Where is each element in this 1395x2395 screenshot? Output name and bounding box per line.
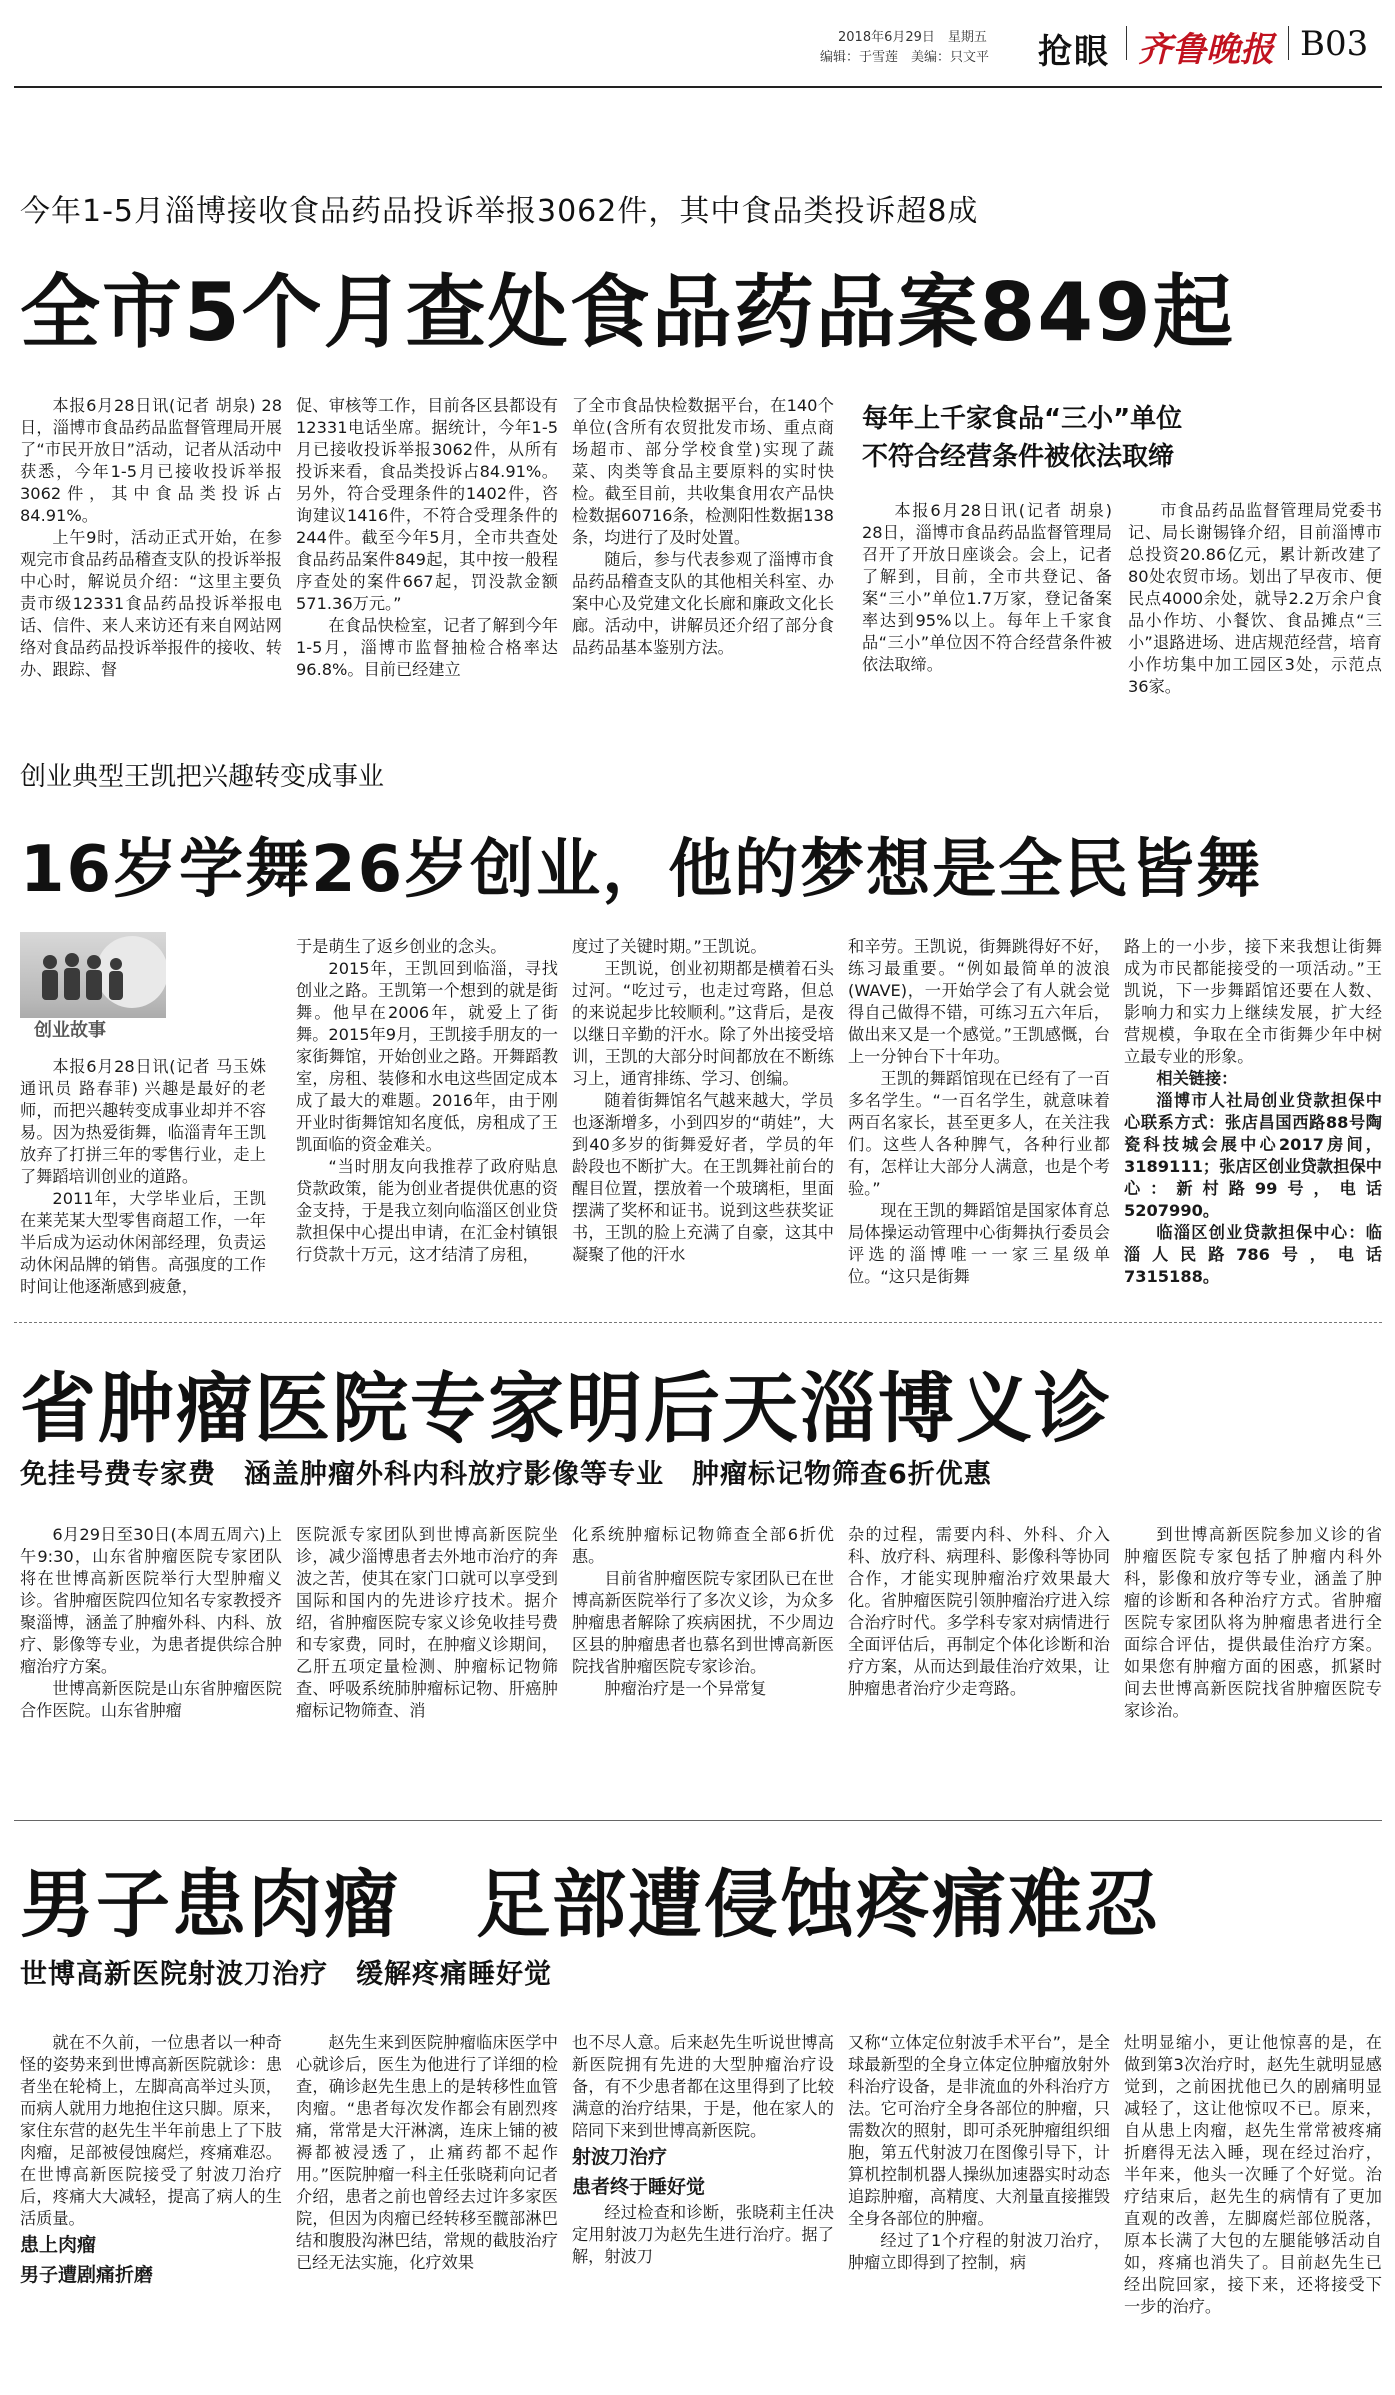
editor-credit: 编辑：于雪莲 美编：只文平	[820, 50, 990, 65]
sidebox-column-2	[1128, 500, 1382, 740]
paragraph: 就在不久前，一位患者以一种奇怪的姿势来到世博高新医院就诊：患者坐在轮椅上，左脚高高举过头顶，而病人就用力地抱住这只脚。原来，家住东营的赵先生半年前患上了下肢肉瘤，足部被侵蚀腐烂，疼痛难忍。在世博高新医院接受了射波刀治疗后，疼痛大大减轻，提高了病人的生活质量。	[20, 2033, 282, 2228]
business-people-icon	[20, 932, 166, 1020]
story1-headline: 全市5个月查处食品药品案849起	[20, 266, 1235, 359]
paragraph: 经过了1个疗程的射波刀治疗，肿瘤立即得到了控制，病	[848, 2231, 1110, 2272]
paragraph: 也不尽人意。后来赵先生听说世博高新医院拥有先进的大型肿瘤治疗设备，有不少患者都在这里得到了比较满意的治疗结果，于是，他在家人的陪同下来到世博高新医院。	[572, 2033, 834, 2140]
paragraph: 本报6月28日讯(记者 胡泉) 28日，淄博市食品药品监督管理局召开了开放日座谈会。会上，记者了解到，目前，全市共登记、备案“三小”单位1.7万家，登记备案率达到95%以上。每年上千家食品“三小”单位因不符合经营条件被依法取缔。	[862, 501, 1112, 674]
sidebox-column-1	[862, 500, 1112, 740]
paragraph: 路上的一小步，接下来我想让街舞成为市民都能接受的一项活动。”王凯说，下一步舞蹈馆还要在人数、影响力和实力上继续发展，扩大经营规模，争取在全市街舞少年中树立最专业的形象。	[1124, 937, 1382, 1066]
paragraph: 赵先生来到医院肿瘤临床医学中心就诊后，医生为他进行了详细的检查，确诊赵先生患上的是转移性血管肉瘤。“患者每次发作都会有剧烈疼痛，常常是大汗淋漓，连床上铺的被褥都被浸透了，止痛药都不起作用。”医院肿瘤一科主任张晓莉向记者介绍，患者之前也曾经去过许多家医院，但因为肉瘤已经转移至髋部淋巴结和腹股沟淋巴结，常规的截肢治疗已经无法实施，化疗效果	[296, 2033, 558, 2272]
paragraph: 6月29日至30日(本周五周六)上午9:30，山东省肿瘤医院专家团队将在世博高新医院举行大型肿瘤义诊。省肿瘤医院四位知名专家教授齐聚淄博，涵盖了肿瘤外科、内科、放疗、影像等专业，为患者提供综合肿瘤治疗方案。	[20, 1525, 282, 1676]
paragraph: 化系统肿瘤标记物筛查全部6折优惠。	[572, 1525, 834, 1566]
paragraph: 医院派专家团队到世博高新医院坐诊，减少淄博患者去外地市治疗的奔波之苦，使其在家门口就可以享受到国际和国内的先进诊疗技术。据介绍，省肿瘤医院专家义诊免收挂号费和专家费，同时，在肿瘤义诊期间，乙肝五项定量检测、肿瘤标记物筛查、呼吸系统肺肿瘤标记物、肝癌肿瘤标记物筛查、消	[296, 1525, 558, 1720]
feature-photo	[20, 932, 166, 1044]
section-divider	[14, 1820, 1382, 1821]
paragraph: 杂的过程，需要内科、外科、介入科、放疗科、病理科、影像科等协同合作，才能实现肿瘤治疗效果最大化。省肿瘤医院引领肿瘤治疗进入综合治疗时代。多学科专家对病情进行全面评估后，再制定个体化诊断和治疗方案，从而达到最佳治疗效果，让肿瘤患者治疗少走弯路。	[848, 1525, 1110, 1698]
paragraph: 目前省肿瘤医院专家团队已在世博高新医院举行了多次义诊，为众多肿瘤患者解除了疾病困扰，不少周边区县的肿瘤患者也慕名到世博高新医院找省肿瘤医院专家诊治。	[572, 1569, 834, 1676]
issue-date: 2018年6月29日 星期五	[838, 30, 987, 45]
crosshead: 射波刀治疗	[572, 2146, 668, 2168]
related-link-1: 淄博市人社局创业贷款担保中心联系方式：张店昌国西路88号陶瓷科技城会展中心2017房间，3189111；张店区创业贷款担保中心：新村路99号，电话5207990。	[1124, 1091, 1382, 1220]
story1-column-2	[296, 395, 558, 750]
story4-column-4	[848, 2032, 1110, 2382]
masthead-rule	[14, 86, 1382, 88]
paragraph: 随着街舞馆名气越来越大，学员也逐渐增多，小到四岁的“萌娃”，大到40多岁的街舞爱好者，学员的年龄段也不断扩大。在王凯舞社前台的醒目位置，摆放着一个玻璃柜，里面摆满了奖杯和证书。说到这些获奖证书，王凯的脸上充满了自豪，这其中凝聚了他的汗水	[572, 1091, 834, 1264]
paragraph: 肿瘤治疗是一个异常复	[604, 1679, 767, 1698]
story4-column-5	[1124, 2032, 1382, 2382]
sidebox-title-2: 不符合经营条件被依法取缔	[862, 442, 1175, 472]
masthead-divider	[1126, 26, 1127, 60]
story3-headline: 省肿瘤医院专家明后天淄博义诊	[20, 1364, 1112, 1453]
paragraph: 到世博高新医院参加义诊的省肿瘤医院专家包括了肿瘤内科外科，影像和放疗等专业，涵盖了肿瘤的诊断和各种治疗方式。省肿瘤医院专家团队将为肿瘤患者进行全面综合评估，提供最佳治疗方案。如果您有肿瘤方面的困惑，抓紧时间去世博高新医院找省肿瘤医院专家诊治。	[1124, 1525, 1382, 1720]
story2-column-4	[848, 936, 1110, 1311]
paragraph: 现在王凯的舞蹈馆是国家体育总局体操运动管理中心街舞执行委员会评选的淄博唯一一家三星级单位。“这只是街舞	[848, 1201, 1110, 1286]
paragraph: 随后，参与代表参观了淄博市食品药品稽查支队的其他相关科室、办案中心及党建文化长廊和廉政文化长廊。活动中，讲解员还介绍了部分食品药品基本鉴别方法。	[572, 550, 834, 657]
paragraph: 于是萌生了返乡创业的念头。	[296, 937, 507, 956]
story2-column-3	[572, 936, 834, 1311]
story3-column-2	[296, 1524, 558, 1809]
story2-column-5	[1124, 936, 1382, 1311]
paragraph: 促、审核等工作，目前各区县都设有12331电话坐席。据统计，今年1-5月已接收投诉举报3062件，从所有投诉来看，食品类投诉占84.91%。另外，符合受理条件的1402件，咨询建议1416件，不符合受理条件的244件。截至今年5月，全市共查处食品药品案件849起，其中按一般程序查处的案件667起，罚没款金额571.36万元。”	[296, 396, 558, 613]
paragraph: 市食品药品监督管理局党委书记、局长谢锡锋介绍，目前淄博市总投资20.86亿元，累计新改建了80处农贸市场。划出了早夜市、便民点4000余处，就导2.2万余户食品小作坊、小餐饮、食品摊点“三小”退路进场、进店规范经营，培育小作坊集中加工园区3处，示范点36家。	[1128, 501, 1382, 696]
story2-kicker: 创业典型王凯把兴趣转变成事业	[20, 762, 385, 792]
related-link-title: 相关链接：	[1156, 1069, 1238, 1088]
section-divider	[14, 1322, 1382, 1323]
paragraph: 2015年，王凯回到临淄，寻找创业之路。王凯第一个想到的就是街舞。他早在2006年，就爱上了街舞。2015年9月，王凯接手朋友的一家街舞馆，开始创业之路。开舞蹈教室，房租、装修和水电这些固定成本成了最大的难题。2016年，由于刚开业时街舞馆知名度低，房租成了王凯面临的资金难关。	[296, 959, 558, 1154]
paragraph: 和辛劳。王凯说，街舞跳得好不好，练习最重要。“例如最简单的波浪(WAVE)，一开始学会了有人就会觉得自己做得不错，可练习五六年后，做出来又是一个感觉。”王凯感慨，台上一分钟台下十年功。	[848, 937, 1110, 1066]
story1-kicker: 今年1-5月淄博接收食品药品投诉举报3062件，其中食品类投诉超8成	[20, 194, 979, 229]
story4-column-3	[572, 2032, 834, 2382]
page-number: B03	[1300, 24, 1369, 64]
story3-column-3	[572, 1524, 834, 1809]
section-name: 抢眼	[1038, 32, 1110, 72]
paragraph: 世博高新医院是山东省肿瘤医院合作医院。山东省肿瘤	[20, 1679, 282, 1720]
related-link-2: 临淄区创业贷款担保中心：临淄人民路786号，电话7315188。	[1124, 1223, 1382, 1286]
photo-caption: 创业故事	[20, 1018, 166, 1044]
story3-subheadline: 免挂号费专家费 涵盖肿瘤外科内科放疗影像等专业 肿瘤标记物筛查6折优惠	[20, 1459, 992, 1490]
paragraph: 王凯说，创业初期都是横着石头过河。“吃过亏，也走过弯路，但总的来说起步比较顺利。”这背后，是夜以继日辛勤的汗水。除了外出接受培训，王凯的大部分时间都放在不断练习上，通宵排练、学习、创编。	[572, 959, 834, 1088]
story4-column-1	[20, 2032, 282, 2382]
story2-headline: 16岁学舞26岁创业，他的梦想是全民皆舞	[20, 833, 1263, 907]
newspaper-logo: 齐鲁晚报	[1138, 30, 1274, 70]
story2-column-1a	[20, 1056, 266, 1311]
paragraph: 度过了关键时期。”王凯说。	[572, 937, 767, 956]
paragraph: 了全市食品快检数据平台，在140个单位(含所有农贸批发市场、重点商场超市、部分学校食堂)实现了蔬菜、肉类等食品主要原料的实时快检。截至目前，共收集食用农产品快检数据60716条，检测阳性数据138条，均进行了及时处置。	[572, 396, 834, 547]
story3-column-4	[848, 1524, 1110, 1809]
story3-column-1	[20, 1524, 282, 1809]
crosshead: 患上肉瘤	[20, 2234, 97, 2256]
paragraph: “当时朋友向我推荐了政府贴息贷款政策，能为创业者提供优惠的资金支持，于是我立刻向临淄区创业贷款担保中心提出申请，在汇金村镇银行贷款十万元，这才结清了房租，	[296, 1157, 558, 1264]
paragraph: 王凯的舞蹈馆现在已经有了一百多名学生。“一百名学生，就意味着两百名家长，甚至更多人，在关注我们。这些人各种脾气，各种行业都有，怎样让大部分人满意，也是个考验。”	[848, 1069, 1110, 1198]
sidebox-title-1: 每年上千家食品“三小”单位	[862, 404, 1183, 434]
masthead-divider	[1288, 26, 1289, 60]
story4-headline: 男子患肉瘤 足部遭侵蚀疼痛难忍	[20, 1862, 1160, 1948]
paragraph: 在食品快检室，记者了解到今年1-5月，淄博市监督抽检合格率达96.8%。目前已经建立	[296, 616, 558, 679]
paragraph: 上午9时，活动正式开始，在参观完市食品药品稽查支队的投诉举报中心时，解说员介绍：“这里主要负责市级12331食品药品投诉举报电话、信件、来人来访还有来自网站网络对食品药品投诉举报件的接收、转办、跟踪、督	[20, 528, 282, 679]
crosshead: 患者终于睡好觉	[572, 2176, 706, 2198]
story1-column-1	[20, 395, 282, 750]
paragraph: 灶明显缩小，更让他惊喜的是，在做到第3次治疗时，赵先生就明显感觉到，之前困扰他已久的剧痛明显减轻了，这让他惊叹不已。原来，自从患上肉瘤，赵先生常常被疼痛折磨得无法入睡，现在经过治疗，半年来，他头一次睡了个好觉。治疗结束后，赵先生的病情有了更加直观的改善，左脚腐烂部位脱落，原本长满了大包的左腿能够活动自如，疼痛也消失了。目前赵先生已经出院回家，接下来，还将接受下一步的治疗。	[1124, 2033, 1382, 2316]
story4-subheadline: 世博高新医院射波刀治疗 缓解疼痛睡好觉	[20, 1959, 552, 1990]
story2-column-2	[296, 936, 558, 1311]
sidebox	[862, 400, 1382, 476]
crosshead: 男子遭剧痛折磨	[20, 2264, 154, 2286]
paragraph: 又称“立体定位射波手术平台”，是全球最新型的全身立体定位肿瘤放射外科治疗设备，是非流血的外科治疗方法。它可治疗全身各部位的肿瘤，只需数次的照射，即可杀死肿瘤组织细胞，第五代射波刀在图像引导下，计算机控制机器人操纵加速器实时动态追踪肿瘤，高精度、大剂量直接摧毁全身各部位的肿瘤。	[848, 2033, 1110, 2228]
paragraph: 本报6月28日讯(记者 胡泉) 28日，淄博市食品药品监督管理局开展了“市民开放日”活动，记者从活动中获悉，今年1-5月已接收投诉举报3062件，其中食品类投诉占84.91%。	[20, 396, 282, 525]
story1-column-3	[572, 395, 834, 750]
story3-column-5	[1124, 1524, 1382, 1809]
paragraph: 经过检查和诊断，张晓莉主任决定用射波刀为赵先生进行治疗。据了解，射波刀	[572, 2203, 834, 2266]
paragraph: 2011年，大学毕业后，王凯在莱芜某大型零售商超工作，一年半后成为运动休闲部经理，负责运动休闲品牌的销售。高强度的工作时间让他逐渐感到疲惫，	[20, 1189, 266, 1296]
story4-column-2	[296, 2032, 558, 2382]
paragraph: 本报6月28日讯(记者 马玉姝 通讯员 路春菲) 兴趣是最好的老师，而把兴趣转变成事业却并不容易。因为热爱街舞，临淄青年王凯放弃了打拼三年的零售行业，走上了舞蹈培训创业的道路。	[20, 1057, 266, 1186]
